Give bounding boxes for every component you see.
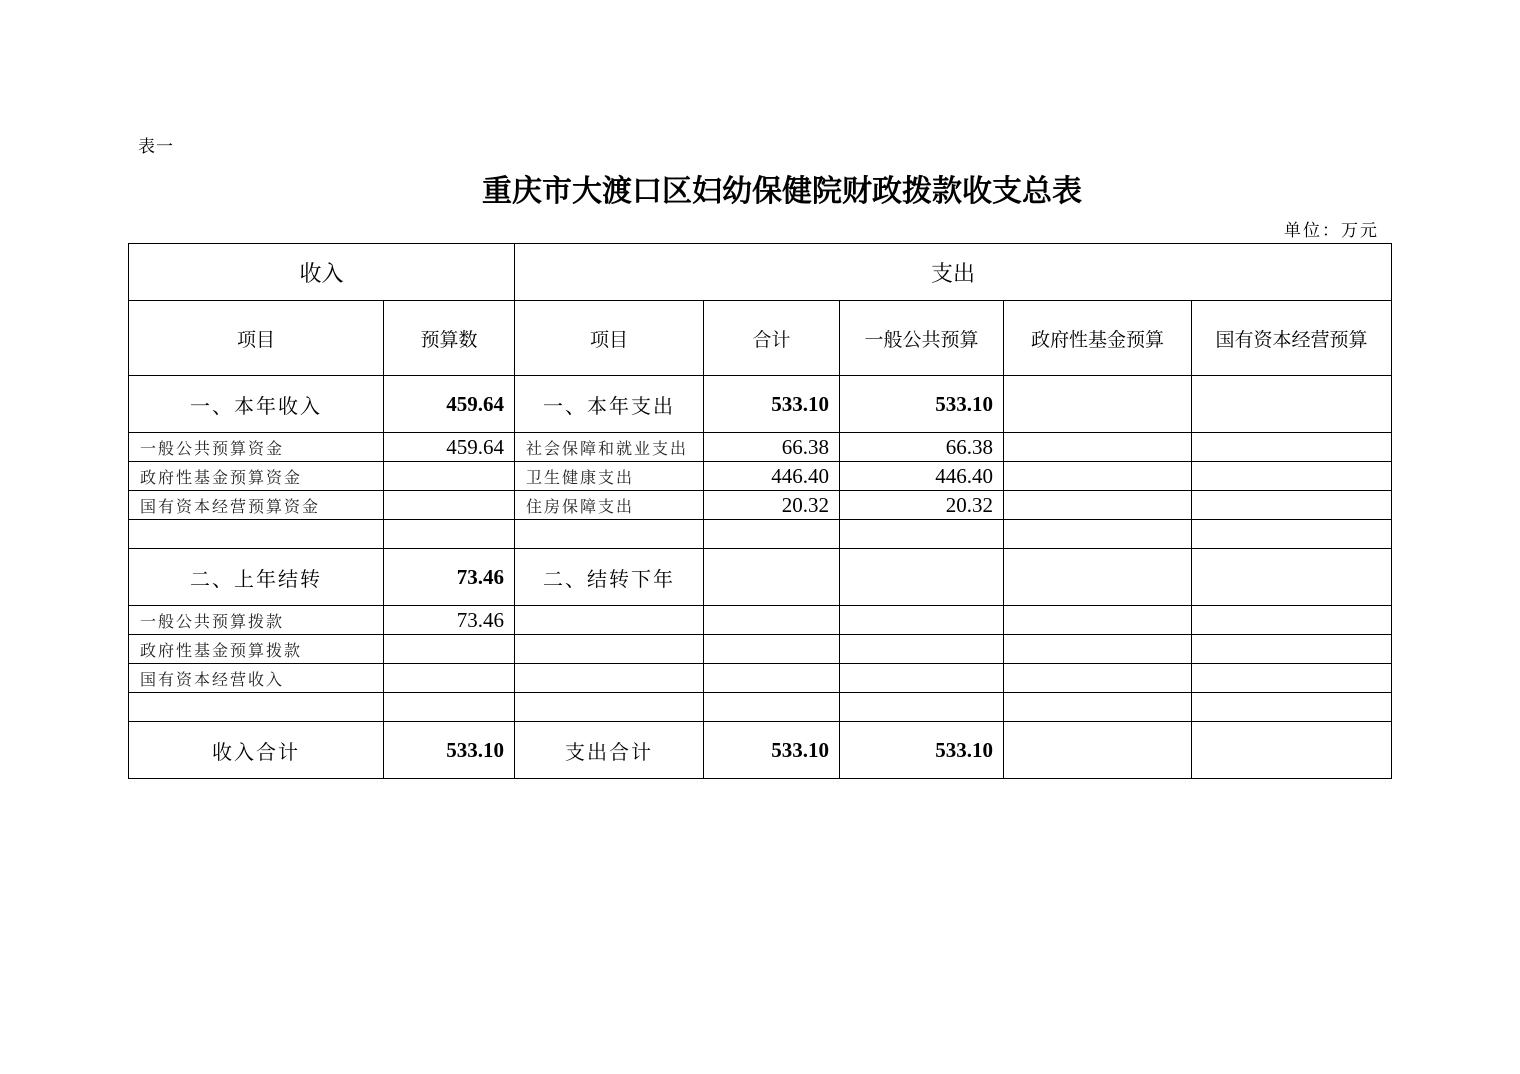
income-value: 73.46: [384, 606, 515, 635]
income-total-value: 533.10: [384, 722, 515, 779]
expense-section-label: 一、本年支出: [515, 376, 704, 433]
general-value: [840, 549, 1004, 606]
income-item: 一般公共预算资金: [129, 433, 384, 462]
capital-value: [1192, 433, 1392, 462]
total-value: 20.32: [704, 491, 840, 520]
empty-row: [129, 520, 1392, 549]
empty-cell: [129, 693, 384, 722]
income-value: [384, 664, 515, 693]
fund-value: [1004, 462, 1192, 491]
total-row: [129, 722, 1392, 779]
total-value: 446.40: [704, 462, 840, 491]
col-header-capital: 国有资本经营预算: [1192, 301, 1392, 376]
empty-cell: [1192, 520, 1392, 549]
table-row: [129, 635, 1392, 664]
general-value: 66.38: [840, 433, 1004, 462]
expense-header: 支出: [515, 244, 1392, 301]
header-row-2: [129, 301, 1392, 376]
general-value: 533.10: [840, 376, 1004, 433]
unit-label: 单位：万元: [1284, 221, 1379, 241]
empty-cell: [1192, 693, 1392, 722]
empty-cell: [1004, 693, 1192, 722]
fund-value: [1004, 491, 1192, 520]
col-header-total: 合计: [704, 301, 840, 376]
income-value: 459.64: [384, 433, 515, 462]
income-total-label: 收入合计: [129, 722, 384, 779]
total-value: 533.10: [704, 376, 840, 433]
income-value: 73.46: [384, 549, 515, 606]
income-value: [384, 462, 515, 491]
capital-value: [1192, 549, 1392, 606]
fund-value: [1004, 376, 1192, 433]
income-item: 政府性基金预算资金: [129, 462, 384, 491]
expense-item: 卫生健康支出: [515, 462, 704, 491]
fund-value: [1004, 635, 1192, 664]
general-value: [840, 664, 1004, 693]
income-item: 政府性基金预算拨款: [129, 635, 384, 664]
capital-value: [1192, 606, 1392, 635]
table-row: [129, 606, 1392, 635]
total-value: [704, 606, 840, 635]
fund-value: [1004, 606, 1192, 635]
empty-row: [129, 693, 1392, 722]
income-value: [384, 635, 515, 664]
table-row: [129, 462, 1392, 491]
general-value: [840, 606, 1004, 635]
empty-cell: [704, 520, 840, 549]
empty-cell: [384, 520, 515, 549]
section-row: [129, 549, 1392, 606]
capital-value: [1192, 376, 1392, 433]
total-value: [704, 549, 840, 606]
empty-cell: [1004, 520, 1192, 549]
income-item: 国有资本经营预算资金: [129, 491, 384, 520]
income-section-label: 一、本年收入: [129, 376, 384, 433]
total-value: [704, 635, 840, 664]
fund-value: [1004, 433, 1192, 462]
empty-cell: [840, 693, 1004, 722]
capital-value: [1192, 635, 1392, 664]
income-item: 国有资本经营收入: [129, 664, 384, 693]
general-value: [840, 635, 1004, 664]
budget-table: [128, 243, 1392, 779]
total-value: [704, 664, 840, 693]
col-header-fund: 政府性基金预算: [1004, 301, 1192, 376]
expense-total-label: 支出合计: [515, 722, 704, 779]
general-value: 20.32: [840, 491, 1004, 520]
table-row: [129, 491, 1392, 520]
table-row: [129, 433, 1392, 462]
fund-value: [1004, 722, 1192, 779]
table-row: [129, 664, 1392, 693]
general-value: 533.10: [840, 722, 1004, 779]
table-label: 表一: [138, 137, 174, 157]
expense-item: 社会保障和就业支出: [515, 433, 704, 462]
capital-value: [1192, 664, 1392, 693]
total-value: 533.10: [704, 722, 840, 779]
expense-item: [515, 606, 704, 635]
fund-value: [1004, 549, 1192, 606]
expense-item: [515, 664, 704, 693]
income-section-label: 二、上年结转: [129, 549, 384, 606]
empty-cell: [704, 693, 840, 722]
col-header-general: 一般公共预算: [840, 301, 1004, 376]
expense-item: 住房保障支出: [515, 491, 704, 520]
expense-item: [515, 635, 704, 664]
col-header-budget: 预算数: [384, 301, 515, 376]
income-value: [384, 491, 515, 520]
capital-value: [1192, 462, 1392, 491]
col-header-expense-item: 项目: [515, 301, 704, 376]
empty-cell: [515, 693, 704, 722]
fund-value: [1004, 664, 1192, 693]
header-row-1: [129, 244, 1392, 301]
income-value: 459.64: [384, 376, 515, 433]
page-title: 重庆市大渡口区妇幼保健院财政拨款收支总表: [482, 174, 1082, 209]
section-row: [129, 376, 1392, 433]
total-value: 66.38: [704, 433, 840, 462]
empty-cell: [384, 693, 515, 722]
capital-value: [1192, 491, 1392, 520]
empty-cell: [515, 520, 704, 549]
expense-section-label: 二、结转下年: [515, 549, 704, 606]
col-header-income-item: 项目: [129, 301, 384, 376]
empty-cell: [129, 520, 384, 549]
empty-cell: [840, 520, 1004, 549]
capital-value: [1192, 722, 1392, 779]
income-header: 收入: [129, 244, 515, 301]
general-value: 446.40: [840, 462, 1004, 491]
income-item: 一般公共预算拨款: [129, 606, 384, 635]
